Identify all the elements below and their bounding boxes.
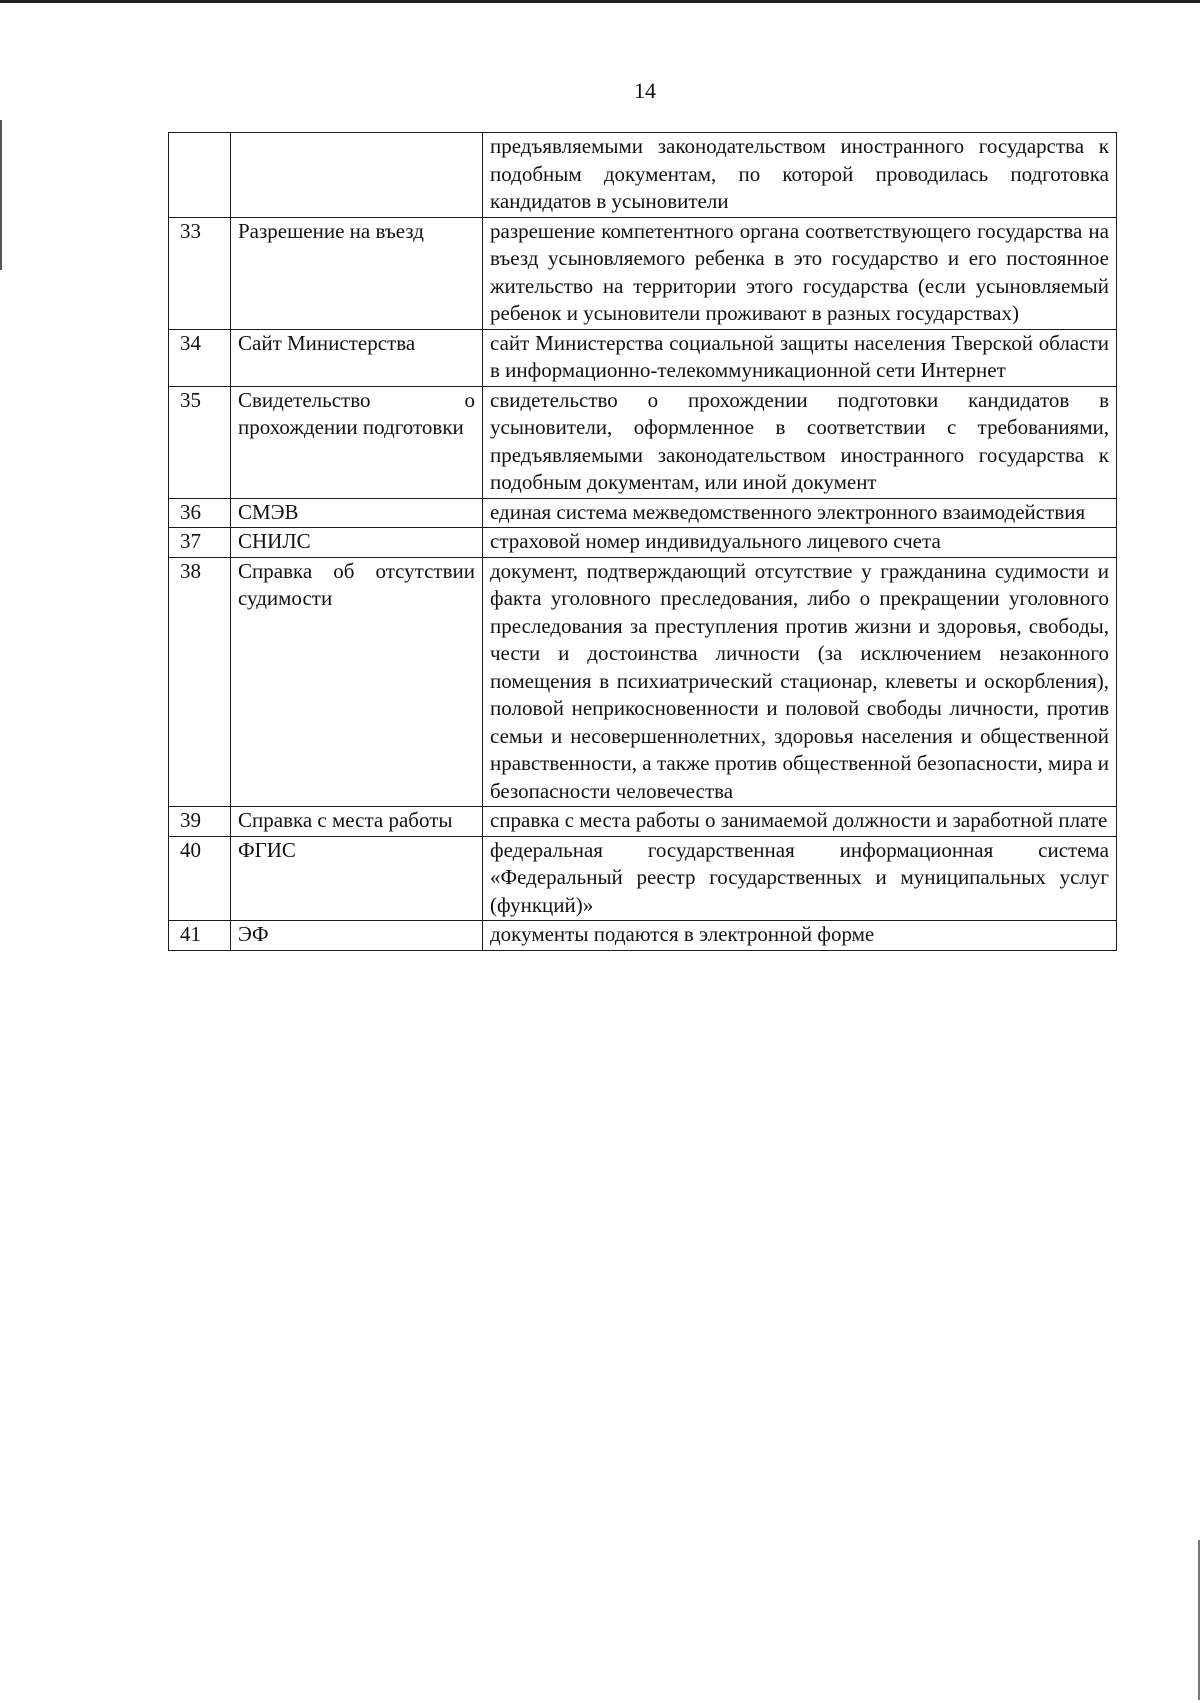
row-number: 37 [169, 528, 231, 558]
scan-edge-top [0, 0, 1200, 3]
table-row [169, 217, 1117, 329]
table-row [169, 557, 1117, 807]
row-term: СНИЛС [231, 528, 483, 558]
table-row [169, 133, 1117, 218]
row-term [231, 133, 483, 218]
row-term: СМЭВ [231, 498, 483, 528]
table-row [169, 386, 1117, 498]
row-term: ФГИС [231, 836, 483, 921]
table-row [169, 807, 1117, 837]
table-row [169, 498, 1117, 528]
row-term: Разрешение на въезд [231, 217, 483, 329]
table-row [169, 528, 1117, 558]
row-number: 34 [169, 329, 231, 386]
row-definition: документы подаются в электронной форме [483, 921, 1117, 951]
row-definition: предъявляемыми законодательством иностранного государства к подобным документам, по которой проводилась подготовка кандидатов в усыновители [483, 133, 1117, 218]
row-number [169, 133, 231, 218]
row-number: 33 [169, 217, 231, 329]
row-number: 36 [169, 498, 231, 528]
row-number: 38 [169, 557, 231, 807]
definitions-table [168, 132, 1117, 951]
row-number: 39 [169, 807, 231, 837]
row-definition: федеральная государственная информационная система «Федеральный реестр государственных и муниципальных услуг (функций)» [483, 836, 1117, 921]
row-number: 41 [169, 921, 231, 951]
row-definition: сайт Министерства социальной защиты населения Тверской области в информационно-телекоммуникационной сети Интернет [483, 329, 1117, 386]
row-term: Справка об отсутствии судимости [231, 557, 483, 807]
page-number: 14 [634, 78, 656, 103]
row-definition: единая система межведомственного электронного взаимодействия [483, 498, 1117, 528]
row-term: ЭФ [231, 921, 483, 951]
table-row [169, 836, 1117, 921]
scan-edge-left [0, 120, 2, 270]
row-term: Сайт Министерства [231, 329, 483, 386]
row-definition: разрешение компетентного органа соответствующего государства на въезд усыновляемого ребенка в это государство и его постоянное жительство на территории этого государства (если усыновляемый ребенок и усыновители проживают в разных государствах) [483, 217, 1117, 329]
table-row [169, 921, 1117, 951]
table-row [169, 329, 1117, 386]
row-term: Справка с места работы [231, 807, 483, 837]
row-definition: страховой номер индивидуального лицевого счета [483, 528, 1117, 558]
row-definition: справка с места работы о занимаемой должности и заработной плате [483, 807, 1117, 837]
row-number: 40 [169, 836, 231, 921]
row-term: Свидетельство о прохождении подготовки [231, 386, 483, 498]
row-definition: документ, подтверждающий отсутствие у гражданина судимости и факта уголовного преследования, либо о прекращении уголовного преследования за преступления против жизни и здоровья, свободы, чести и достоинства личности (за исключением незаконного помещения в психиатрический стационар, клеветы и оскорбления), половой неприкосновенности и половой свободы личности, против семьи и несовершеннолетних, здоровья населения и общественной нравственности, а также против общественной безопасности, мира и безопасности человечества [483, 557, 1117, 807]
row-number: 35 [169, 386, 231, 498]
row-definition: свидетельство о прохождении подготовки кандидатов в усыновители, оформленное в соответствии с требованиями, предъявляемыми законодательством иностранного государства к подобным документам, или иной документ [483, 386, 1117, 498]
